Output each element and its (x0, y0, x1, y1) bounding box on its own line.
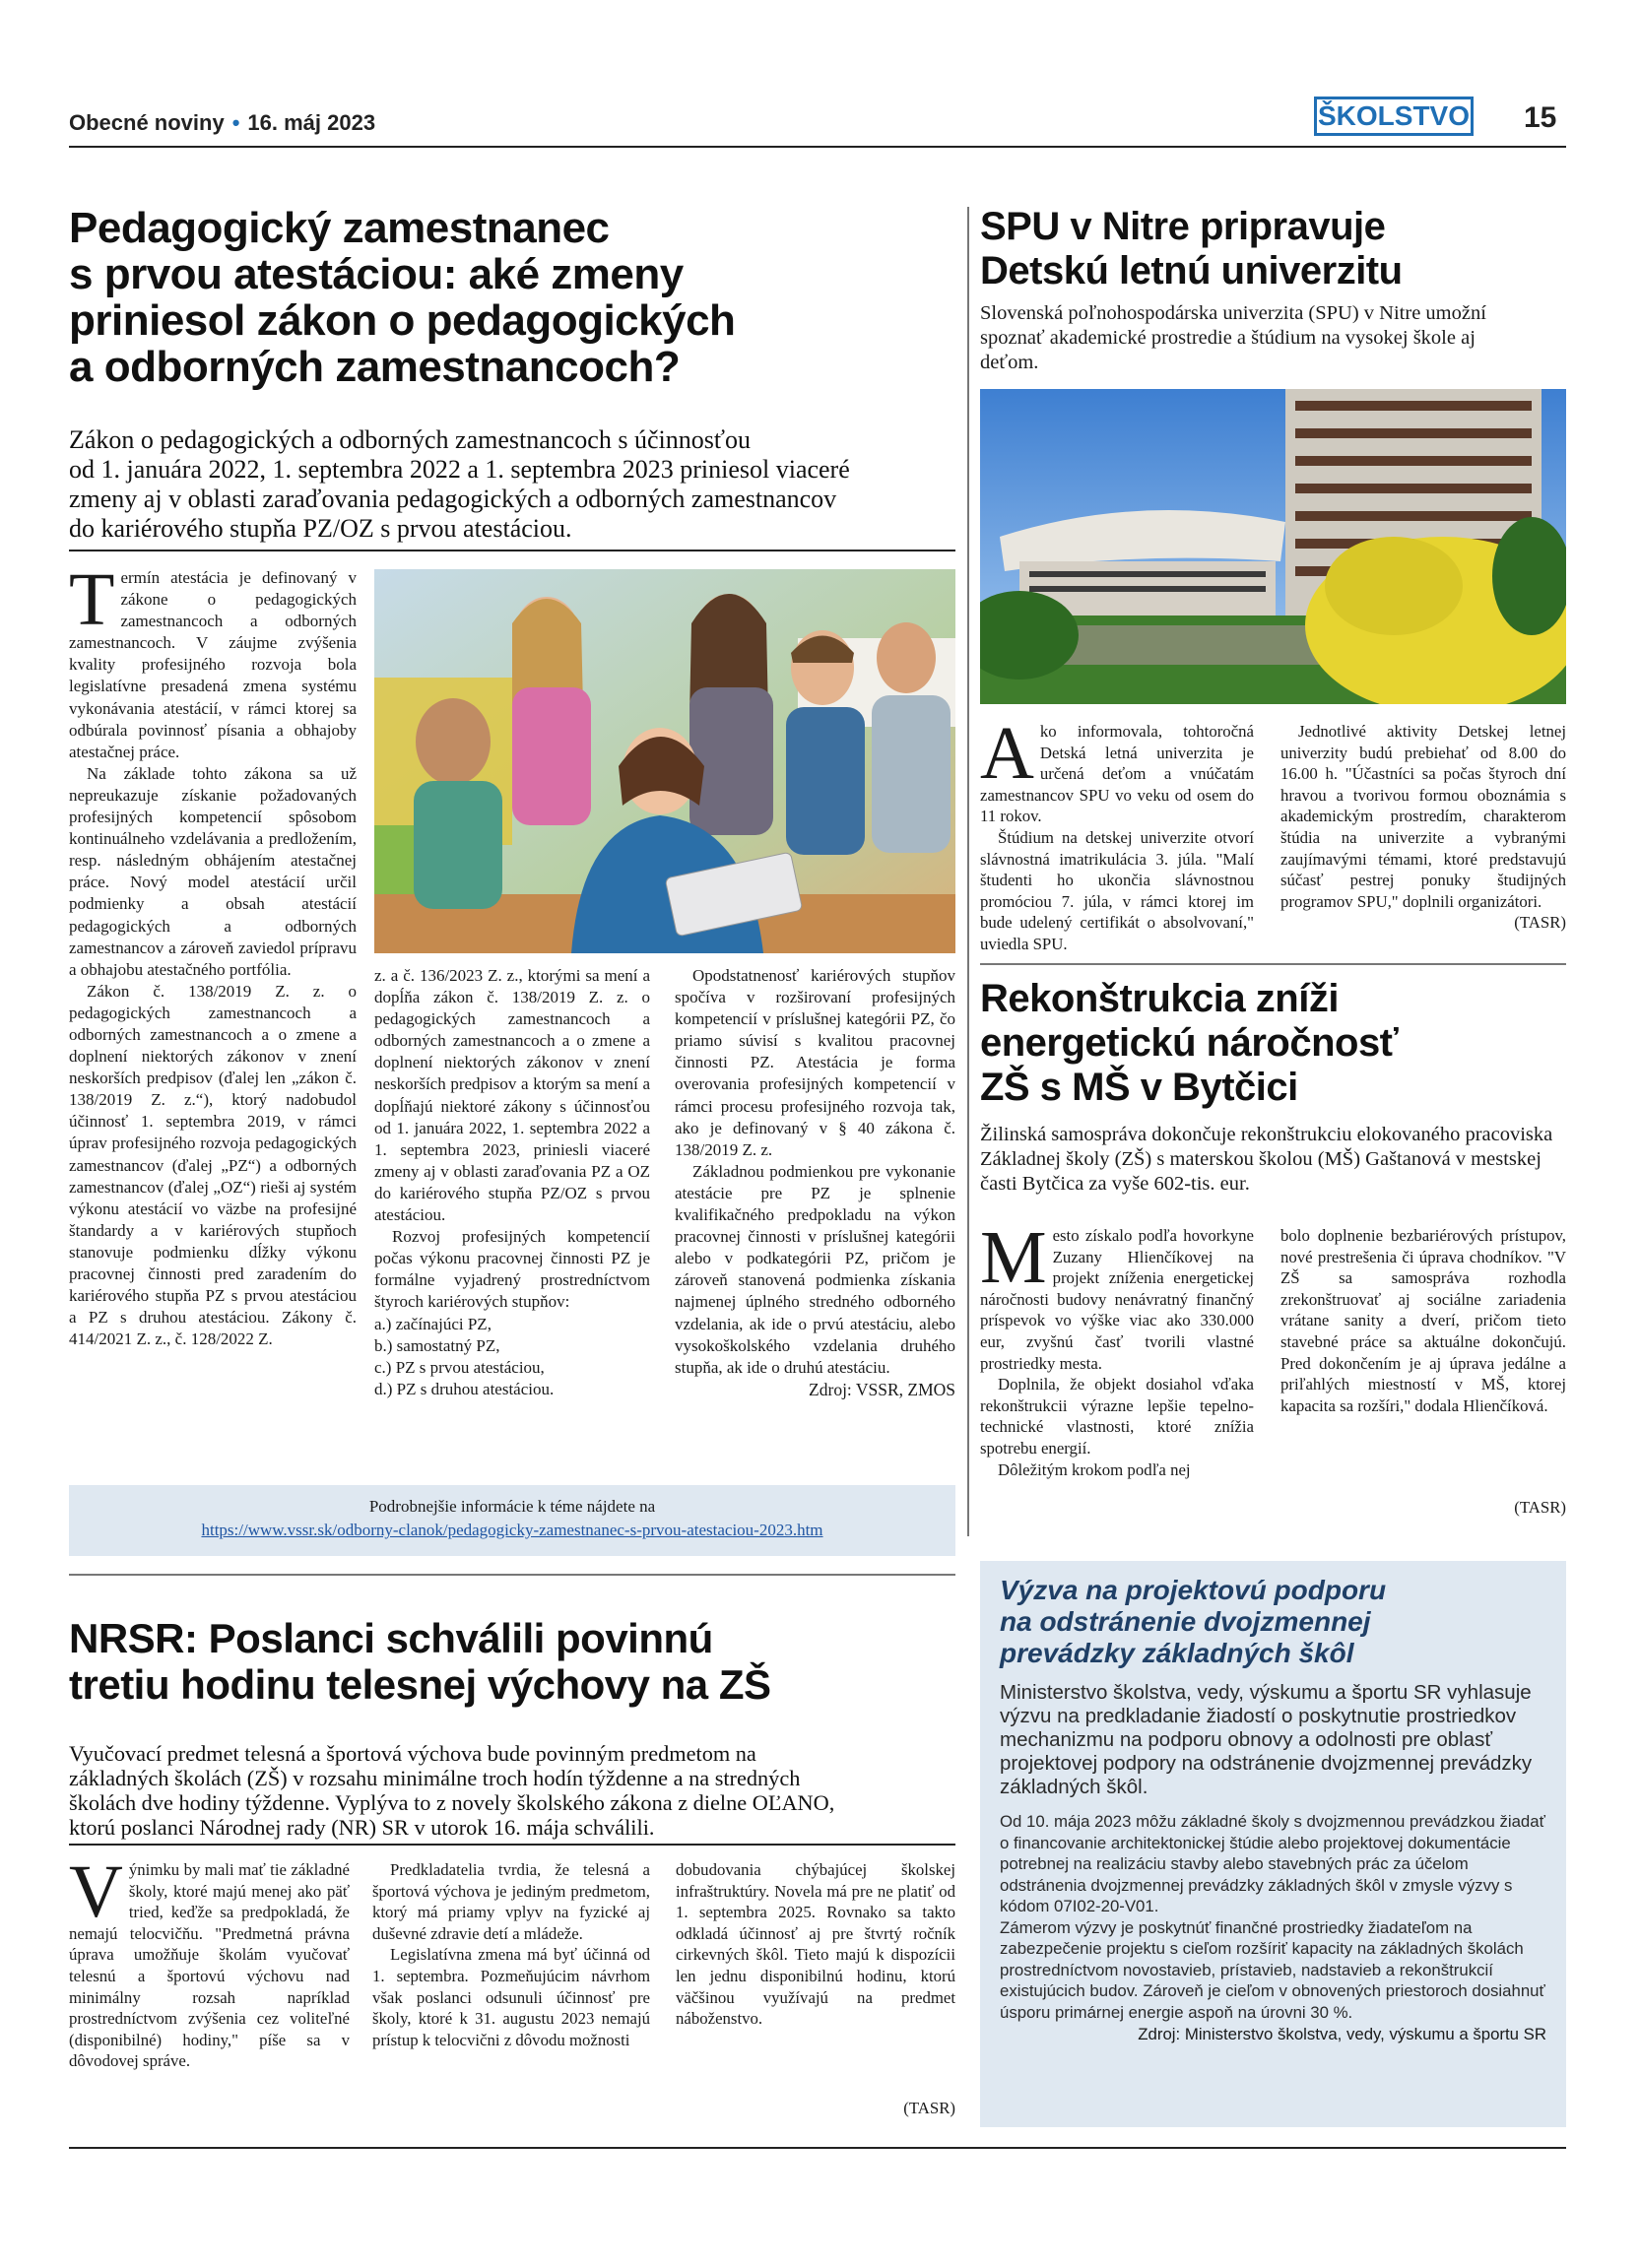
university-photo (980, 389, 1566, 704)
article3-lead: Žilinská samospráva dokončuje rekonštrukciu elokovaného pracoviska Základnej školy (ZŠ) s materskou školou (MŠ) Gaštanová v mestskej časti Bytčica za vyše 602-tis. eur. (980, 1124, 1553, 1195)
paragraph: bolo doplnenie bezbariérových prístupov, nové prestrešenia či úprava chodníkov. "V ZŠ sa samospráva rozhodla zrekonštruovať aj sociálne zariadenia vrátane sanity a dverí, pričom tieto stavebné práce sa aktuálne dokončujú. Pred dokončením je aj úprava jedálne a priľahlých miestností v MŠ, ktorej kapacita sa rozšíri," dodala Hlienčíková. (1280, 1226, 1566, 1415)
article2-title-line: Detskú letnú univerzitu (980, 249, 1403, 292)
article2-title-line: SPU v Nitre pripravuje (980, 205, 1386, 248)
article2-lead: Slovenská poľnohospodárska univerzita (SPU) v Nitre umožní spoznať akademické prostredie a štúdium na vysokej škole aj deťom. (980, 302, 1486, 373)
paragraph: dobudovania chýbajúcej školskej infraštruktúry. Novela má pre ne platiť od 1. septembra 2025. Rovnako sa takto odkladá účinnosť aj pre štvrtý ročník cirkevných škôl. Tieto majú k dispozícii len jednu disponibilnú hodinu, ktorú väčšinou využívajú na predmet náboženstvo. (676, 1860, 955, 2029)
article1-title (69, 205, 955, 390)
paragraph: Legislatívna zmena má byť účinná od 1. septembra. Pozmeňujúcim návrhom však poslanci odsunuli účinnosť pre školy, ktoré k 31. augustu 2023 nemajú prístup k telocvični z dôvodu možnosti (372, 1945, 650, 2049)
column-divider (967, 207, 969, 1536)
section-label: ŠKOLSTVO (1314, 97, 1474, 136)
article1-lead-line: zmeny aj v oblasti zaraďovania pedagogických a odborných zamestnancov (69, 485, 837, 513)
article1-column-2 (374, 965, 650, 1400)
more-info-link[interactable]: https://www.vssr.sk/odborny-clanok/pedagogicky-zamestnanec-s-prvou-atestaciou-2023.htm (201, 1521, 823, 1539)
dropcap: A (980, 712, 1034, 795)
paragraph: Na základe tohto zákona sa už nepreukazuje získanie požadovaných profesijných kompetencií spôsobom kontinuálneho vzdelávania a predložením, resp. následným obhájením atestačnej práce. Nový model atestácií určil podmienky a obsah atestácií pedagogických a odborných zamestnancov a zároveň zaviedol prípravu a obhajobu atestačného portfólia. (69, 763, 357, 979)
article1-title-line: s prvou atestáciou: aké zmeny (69, 250, 684, 298)
article4-lead-line: základných školách (ZŠ) v rozsahu minimálne troch hodín týždenne a na stredných (69, 1766, 801, 1790)
article1-lead-line: od 1. januára 2022, 1. septembra 2022 a 1. septembra 2023 priniesol viaceré (69, 455, 850, 484)
header-divider (69, 146, 1566, 148)
publication-header (69, 110, 375, 136)
article4-column-3 (676, 1859, 955, 2030)
paragraph: ýnimku by mali mať tie základné školy, ktoré majú menej ako päť tried, keďže sa predpokladá, že nemajú telocvičňu. "Predmetná právna úprava umožňuje školám vyučovať telesnú a športovú výchovu nad minimálny rozsah napríklad prostredníctvom zvýšenia cez voliteľné (disponibilné) hodiny," píše sa v dôvodovej správe. (69, 1860, 350, 2071)
paragraph: Dôležitým krokom podľa nej (998, 1459, 1191, 1479)
article4-column-2 (372, 1859, 650, 2050)
article1-column-3 (675, 965, 955, 1400)
funding-call-box (980, 1561, 1566, 2127)
article1-lead-line: Zákon o pedagogických a odborných zamestnancoch s účinnosťou (69, 425, 751, 454)
article5-title (1000, 1575, 1546, 1669)
paragraph: Predkladatelia tvrdia, že telesná a športová výchova je jediným predmetom, ktorý má priamy vplyv na fyzické aj duševné zdravie detí a mládeže. (372, 1860, 650, 1943)
article4-title (69, 1615, 955, 1708)
article1-title-line: a odborných zamestnancoch? (69, 343, 681, 391)
article1-lead (69, 425, 955, 544)
paragraph: Rozvoj profesijných kompetencií počas výkonu pracovnej činnosti PZ je formálne vyjadrený prostredníctvom štyroch kariérových stupňov: (374, 1227, 650, 1312)
paragraph: esto získalo podľa hovorkyne Zuzany Hlienčíkovej na projekt zníženia energetickej náročnosti budovy nenávratný finančný príspevok vo výške viac ako 330.000 eur, zvyšnú časť tvorili vlastné prostriedky mesta. (980, 1226, 1254, 1373)
article2-column-2 (1280, 721, 1566, 934)
dropcap: T (69, 558, 115, 641)
article4-lead-rule (69, 1844, 955, 1846)
list-item: a.) začínajúci PZ, (374, 1314, 492, 1333)
article4-source: (TASR) (903, 2099, 955, 2117)
article1-lead-line: do kariérového stupňa PZ/OZ s prvou atestáciou. (69, 514, 572, 543)
more-info-text: Podrobnejšie informácie k téme nájdete na (368, 1497, 656, 1516)
list-item: c.) PZ s prvou atestáciou, (374, 1357, 545, 1377)
list-item: d.) PZ s druhou atestáciou. (374, 1379, 555, 1398)
article4-title-line: NRSR: Poslanci schválili povinnú (69, 1615, 713, 1661)
dropcap: V (69, 1850, 123, 1933)
article5-title-line: Výzva na projektovú podporu (1000, 1575, 1387, 1605)
career-stages-list (374, 1314, 650, 1400)
article3-column-1 (980, 1216, 1254, 1480)
article5-title-line: prevádzky základných škôl (1000, 1638, 1354, 1668)
paragraph: Od 10. mája 2023 môžu základné školy s dvojzmennou prevádzkou žiadať o financovanie architektonickej štúdie alebo projektovej dokumentácie potrebnej na realizáciu stavby alebo stavebných prác za účelom odstránenia dvojzmennej prevádzky základných škôl v zmysle výzvy s kódom 07I02-20-V01. (1000, 1812, 1545, 1915)
article3-title (980, 977, 1566, 1110)
article2-title (980, 205, 1566, 293)
paragraph: Základnou podmienkou pre vykonanie atestácie pre PZ je splnenie kvalifikačného predpokladu na výkon pracovnej činnosti v príslušnej kategórii alebo v podkategórii PZ, pričom je zároveň stanovená podmienka získania najmenej úplného stredného odborného vzdelania, ak ide o prvú atestáciu, alebo vysokoškolského vzdelania druhého stupňa, ak ide o druhú atestáciu. (675, 1161, 955, 1377)
article1-column-1 (69, 558, 357, 1350)
article5-title-line: na odstránenie dvojzmennej (1000, 1606, 1371, 1637)
article4-title-line: tretiu hodinu telesnej výchovy na ZŠ (69, 1661, 771, 1708)
article1-lead-rule (69, 550, 955, 551)
paragraph: ko informovala, tohtoročná Detská letná univerzita je určená deťom a vnúčatám zamestnancov SPU vo veku od osem do 11 rokov. (980, 722, 1254, 826)
section-divider (980, 963, 1566, 965)
article5-source: Zdroj: Ministerstvo školstva, vedy, výskumu a športu SR (1138, 2025, 1546, 2043)
article2-column-1 (980, 712, 1254, 955)
bullet-icon: • (231, 110, 240, 135)
article4-lead-line: Vyučovací predmet telesná a športová výchova bude povinným predmetom na (69, 1741, 756, 1766)
paragraph: Doplnila, že objekt dosiahol vďaka rekonštrukcii výrazne lepšie tepelno-technické vlastnosti, ktoré znížia spotrebu energií. (980, 1375, 1254, 1458)
issue-date: 16. máj 2023 (247, 110, 376, 135)
article5-lead: Ministerstvo školstva, vedy, výskumu a športu SR vyhlasuje výzvu na predkladanie žiadostí o poskytnutie prostriedkov mechanizmu na podporu obnovy a odolnosti pre oblasť projektovej podpory na odstránenie dvojzmennej prevádzky základných škôl. (1000, 1681, 1533, 1798)
publication-name: Obecné noviny (69, 110, 225, 135)
page-number: 15 (1524, 101, 1557, 134)
paragraph: Opodstatnenosť kariérových stupňov spočíva v rozširovaní profesijných kompetencií v príslušnej kategórii PZ, čo priamo súvisí s kvalitou pracovnej činnosti PZ. Atestácia je forma overovania profesijných kompetencií v rámci procesu profesijného rozvoja tak, ako je definovaný v § 40 zákona č. 138/2019 Z. z. (675, 966, 955, 1159)
article2-source: (TASR) (1514, 913, 1566, 933)
article5-body (1000, 1811, 1546, 2023)
classroom-photo (374, 569, 955, 953)
section-divider (69, 1574, 955, 1576)
article4-lead-line: školách dve hodiny týždenne. Vyplýva to z novely školského zákona z dielne OĽANO, (69, 1790, 835, 1815)
footer-divider (69, 2147, 1566, 2149)
list-item: b.) samostatný PZ, (374, 1335, 500, 1355)
paragraph: ermín atestácia je definovaný v zákone o pedagogických zamestnancoch a odborných zamestnancoch. V záujme zvýšenia kvality profesijného rozvoja bola legislatívne presadená zmena systému vykonávania atestácií, v rámci ktorej sa odbúrala povinnosť písania a obhajoby atestačnej práce. (69, 568, 357, 761)
article3-title-line: energetickú náročnosť (980, 1021, 1399, 1065)
article1-source: Zdroj: VSSR, ZMOS (809, 1379, 955, 1399)
paragraph: Zákon č. 138/2019 Z. z. o pedagogických zamestnancoch a odborných zamestnancoch a o zmene a doplnení niektorých zákonov v znení neskorších predpisov (ďalej len „zákon č. 138/2019 Z. z.“), ktorý nadobudol účinnosť 1. septembra 2019, v rámci úprav profesijného rozvoja pedagogických zamestnancov (ďalej „PZ“) a odborných zamestnancov (ďalej „OZ“) rieši aj systém výkonu atestácií vo väzbe na profesijné štandardy a v kariérových stupňoch stanovuje podmienku dĺžky výkonu pracovnej činnosti pred zaradením do kariérového stupňa PZ s prvou atestáciou a PZ s druhou atestáciou. Zákony č. 414/2021 Z. z., č. 128/2022 Z. (69, 981, 357, 1349)
article3-source: (TASR) (1514, 1498, 1566, 1517)
paragraph: Jednotlivé aktivity Detskej letnej univerzity budú prebiehať od 8.00 do 16.00 h. "Účastníci sa počas štyroch dní hravou a tvorivou formou oboznámia s akademickým prostredím, charakterom štúdia na univerzite a vybranými zaujímavými témami, ktoré predstavujú súčasť pestrej ponuky študijných programov SPU," doplnili organizátori. (1280, 722, 1566, 911)
article3-title-line: ZŠ s MŠ v Bytčici (980, 1066, 1298, 1109)
paragraph: z. a č. 136/2023 Z. z., ktorými sa mení a dopĺňa zákon č. 138/2019 Z. z. o pedagogických zamestnancoch a odborných zamestnancoch a o zmene a doplnení niektorých zákonov v znení neskorších predpisov a ktorým sa mení a dopĺňajú niektoré zákony s účinnosťou od 1. januára 2022, 1. septembra 2022 a 1. septembra 2023, priniesli viaceré zmeny aj v oblasti zaraďovania PZ a OZ do kariérového stupňa PZ/OZ s prvou atestáciou. (374, 966, 650, 1225)
paragraph: Štúdium na detskej univerzite otvorí slávnostná imatrikulácia 3. júla. "Malí študenti ho ukončia slávnostnou promóciou 7. júla, v rámci ktorej im bude udelený certifikát o absolvovaní," uviedla SPU. (980, 827, 1254, 953)
paragraph: Zámerom výzvy je poskytnúť finančné prostriedky žiadateľom na zabezpečenie projektu s cieľom rozšíriť kapacity na základných školách prostredníctvom novostavieb, prístavieb, nadstavieb a rekonštrukcií existujúcich budov. Zároveň je cieľom v obnovených priestoroch dosiahnuť úsporu primárnej energie aspoň na úrovni 30 %. (1000, 1917, 1545, 2022)
article4-lead-line: ktorú poslanci Národnej rady (NR) SR v utorok 16. mája schválili. (69, 1815, 655, 1840)
article4-lead (69, 1741, 955, 1840)
more-info-box (69, 1485, 955, 1556)
article1-title-line: Pedagogický zamestnanec (69, 204, 610, 252)
article3-column-2 (1280, 1225, 1566, 1416)
article4-column-1 (69, 1850, 350, 2072)
article3-title-line: Rekonštrukcia zníži (980, 977, 1339, 1020)
article1-title-line: priniesol zákon o pedagogických (69, 296, 736, 345)
dropcap: M (980, 1216, 1047, 1299)
